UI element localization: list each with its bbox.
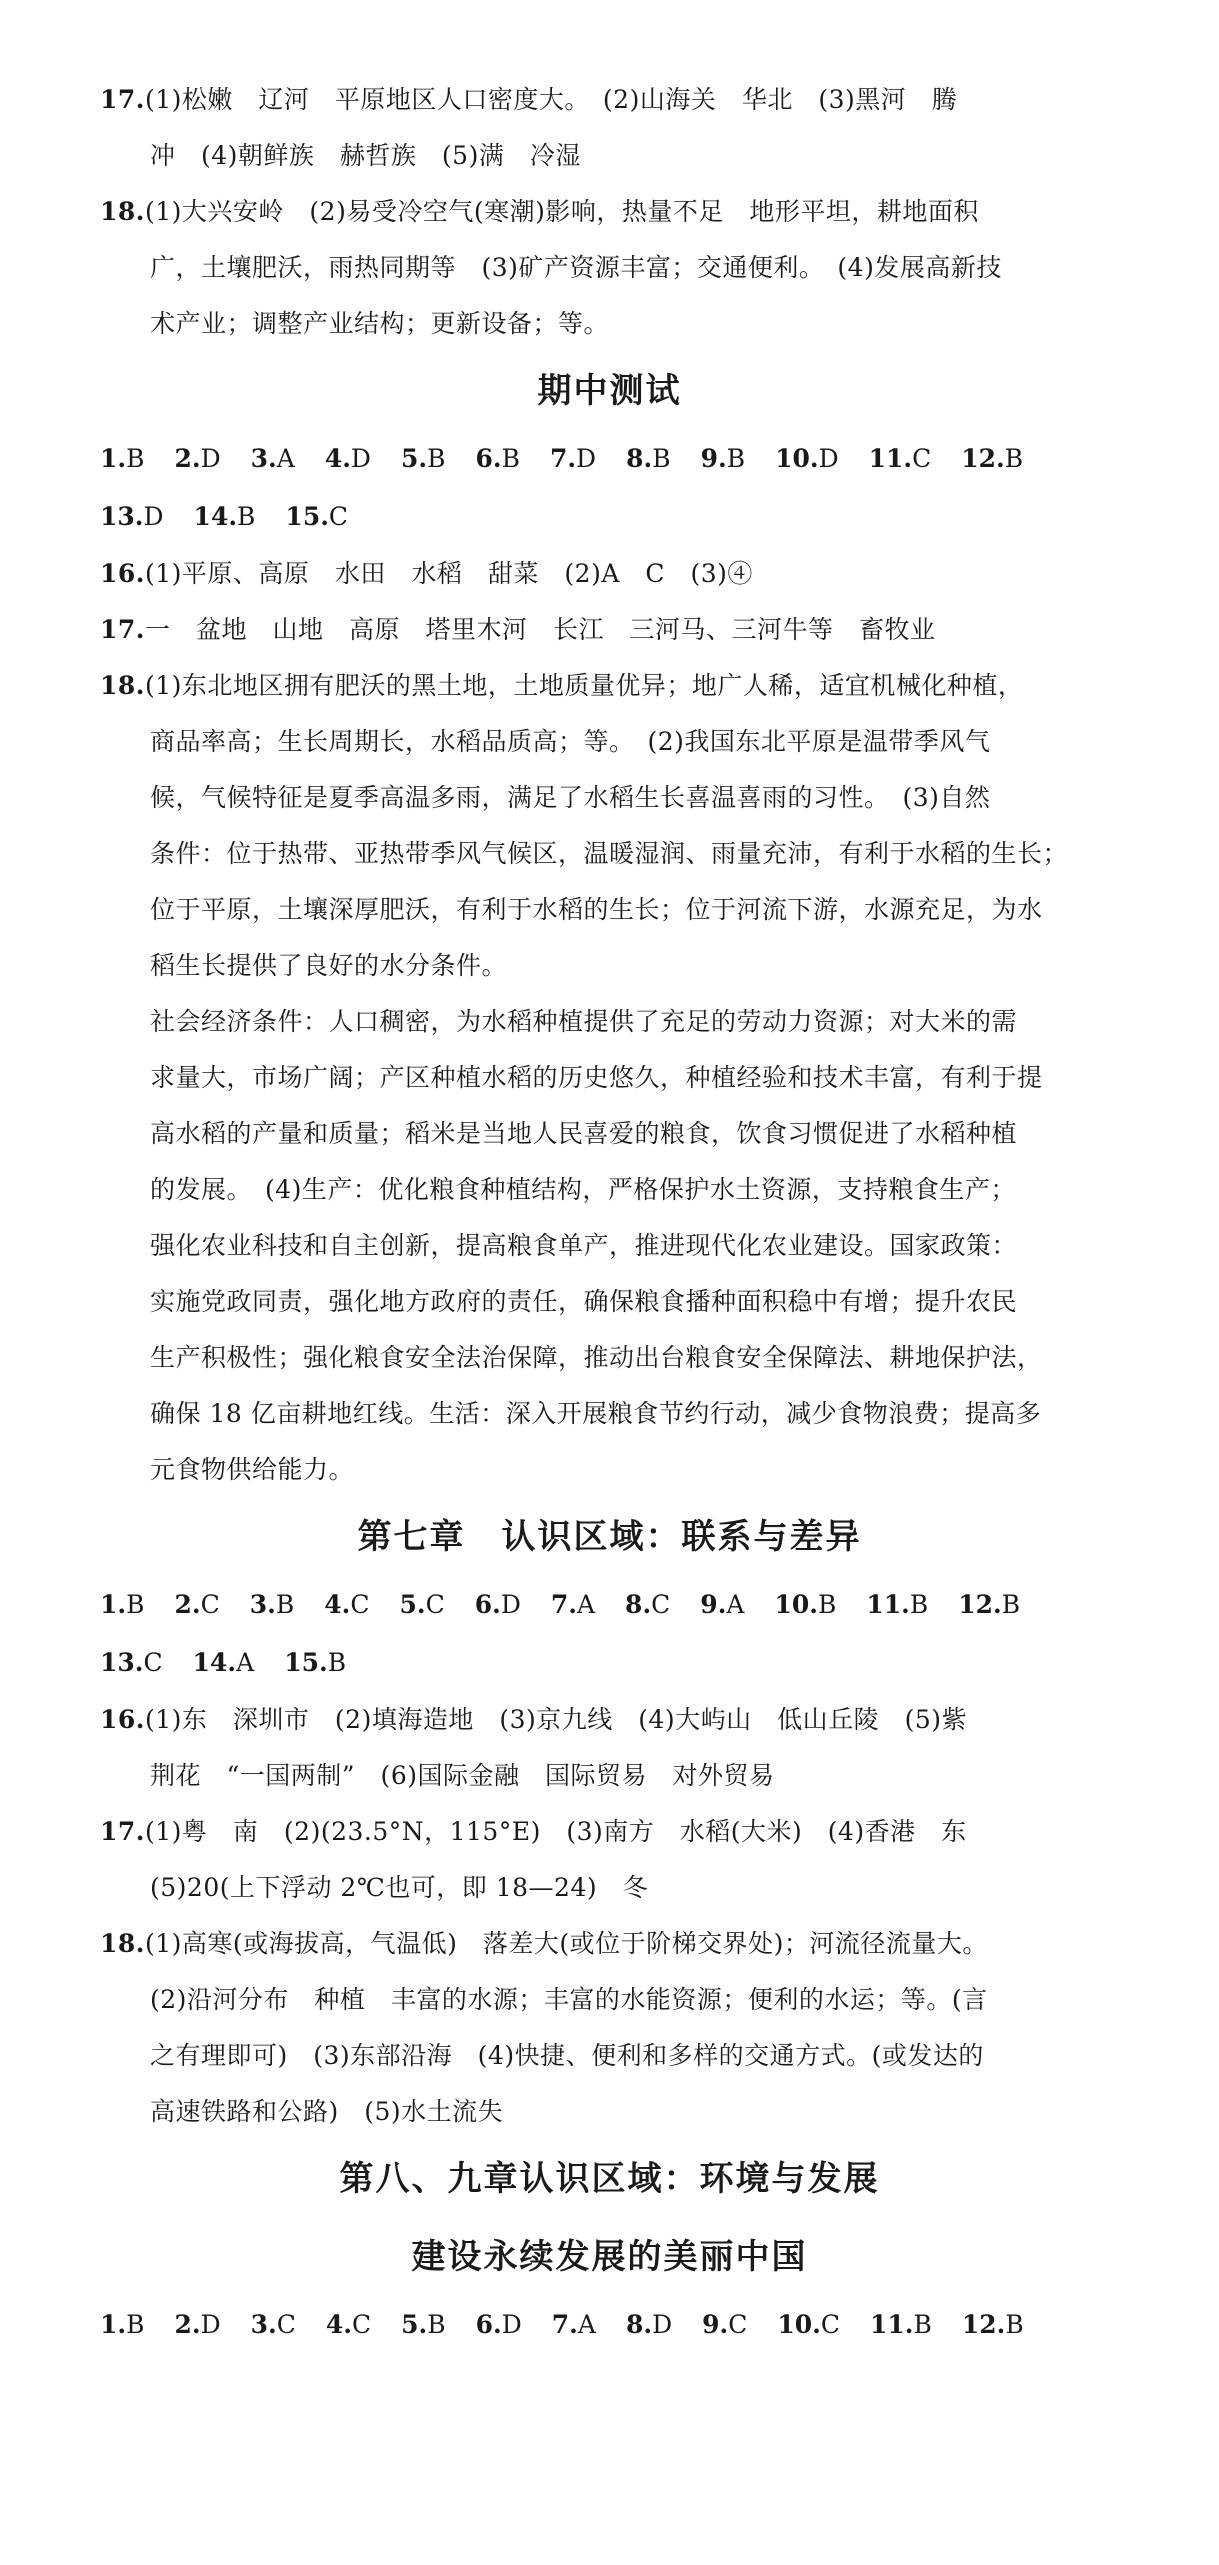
q18-top-line-2: 广，土壤肥沃，雨热同期等 (3)矿产资源丰富；交通便利。 (4)发展高新技 [150,253,1002,282]
mc-answer-letter: B [427,444,446,473]
mc-answer-letter: B [237,502,256,531]
chapter89-mc-row-1 [100,2296,1119,2354]
mc-answer-item [284,1648,346,1677]
mc-answer-letter: A [576,1590,596,1619]
mc-answer-item [958,1590,1020,1619]
mc-answer-letter: B [1004,444,1024,473]
mc-answer-letter: C [912,444,932,473]
mc-answer-letter: C [728,2310,748,2339]
mc-question-number: 13. [100,1648,144,1677]
mc-answer-item [100,1648,163,1677]
midterm-q18-line-1 [100,658,1119,714]
mc-question-number: 13. [100,502,144,531]
midterm-q18-line-7: 社会经济条件：人口稠密，为水稻种植提供了充足的劳动力资源；对大米的需 [150,1007,1018,1036]
mc-answer-letter: B [909,1590,929,1619]
mc-answer-item [194,502,256,531]
mc-answer-letter: D [576,444,597,473]
mc-question-number: 3. [250,2310,277,2339]
mc-answer-letter: D [350,444,371,473]
mc-answer-item [174,2310,220,2339]
mc-answer-letter: C [651,1590,671,1619]
midterm-q18-line-3: 候，气候特征是夏季高温多雨，满足了水稻生长喜温喜雨的习性。 (3)自然 [150,783,991,812]
mc-question-number: 15. [285,502,329,531]
mc-question-number: 9. [700,1590,727,1619]
mc-answer-item [475,444,519,473]
mc-answer-letter: C [425,1590,445,1619]
mc-answer-item [552,2310,596,2339]
chapter7-q16-line-1 [100,1692,1119,1748]
midterm-q16-number: 16. [100,559,145,588]
mc-answer-letter: B [126,444,145,473]
mc-answer-letter: B [501,444,520,473]
mc-question-number: 4. [324,444,351,473]
mc-question-number: 2. [174,2310,201,2339]
mc-question-number: 6. [475,444,502,473]
mc-answer-item [100,502,164,531]
chapter7-q16-line-2: 荆花 “一国两制” (6)国际金融 国际贸易 对外贸易 [150,1761,775,1790]
mc-answer-item [870,2310,932,2339]
mc-question-number: 7. [551,2310,578,2339]
q18-top-line-1 [100,184,1119,240]
midterm-q16 [100,546,1119,602]
mc-answer-letter: D [200,444,221,473]
mc-answer-item [551,1590,595,1619]
q18-top-text: (1)大兴安岭 (2)易受冷空气(寒潮)影响，热量不足 地形平坦，耕地面积 [145,197,979,226]
mc-answer-letter: C [276,2310,296,2339]
mc-question-number: 4. [324,1590,351,1619]
mc-answer-letter: B [327,1648,347,1677]
chapter7-q18-number: 18. [100,1929,145,1958]
mc-answer-item [702,2310,747,2339]
mc-question-number: 3. [249,1590,276,1619]
q18-top-line-3: 术产业；调整产业结构；更新设备；等。 [150,309,610,338]
midterm-q18-line-9: 高水稻的产量和质量；稻米是当地人民喜爱的粮食，饮食习惯促进了水稻种植 [150,1119,1018,1148]
mc-answer-letter: C [350,1590,370,1619]
mc-answer-item [775,444,839,473]
midterm-q18-line-11: 强化农业科技和自主创新，提高粮食单产，推进现代化农业建设。国家政策： [150,1231,1018,1260]
mc-answer-item [193,1648,255,1677]
mc-answer-letter: B [913,2310,932,2339]
mc-question-number: 3. [250,444,277,473]
mc-question-number: 2. [174,1590,201,1619]
mc-question-number: 11. [868,444,913,473]
mc-question-number: 5. [401,2310,428,2339]
mc-answer-item [326,2310,371,2339]
midterm-q17-text: 一 盆地 山地 高原 塔里木河 长江 三河马、三河牛等 畜牧业 [145,615,936,644]
mc-answer-item [866,1590,928,1619]
midterm-q18-line-14: 确保 18 亿亩耕地红线。生活：深入开展粮食节约行动，减少食物浪费；提高多 [150,1399,1042,1428]
mc-answer-letter: C [820,2310,840,2339]
mc-answer-letter: B [1001,1590,1021,1619]
mc-answer-letter: B [275,1590,295,1619]
mc-question-number: 15. [284,1648,328,1677]
midterm-q18-line-10: 的发展。 (4)生产：优化粮食种植结构，严格保护水土资源，支持粮食生产； [150,1175,1016,1204]
mc-answer-letter: C [143,1648,163,1677]
mc-question-number: 5. [400,444,428,473]
midterm-q18-text: (1)东北地区拥有肥沃的黑土地，土地质量优异；地广人稀，适宜机械化种植， [145,671,1024,700]
mc-question-number: 1. [100,1590,127,1619]
mc-answer-letter: A [577,2310,596,2339]
mc-question-number: 10. [775,444,819,473]
mc-answer-item [251,444,295,473]
midterm-title: 期中测试 [537,371,682,411]
mc-answer-item [285,502,348,531]
midterm-q18-line-13: 生产积极性；强化粮食安全法治保障，推动出台粮食安全保障法、耕地保护法， [150,1343,1043,1372]
mc-answer-item [250,1590,294,1619]
mc-question-number: 12. [961,444,1005,473]
mc-question-number: 5. [399,1590,426,1619]
mc-answer-letter: D [200,2310,221,2339]
q18-top-number: 18. [100,197,145,226]
mc-answer-item [626,444,670,473]
mc-answer-letter: D [500,1590,521,1619]
mc-question-number: 6. [474,1590,501,1619]
mc-answer-letter: C [328,502,349,531]
chapter7-q17-line-1 [100,1804,1119,1860]
midterm-mc-row-1 [100,430,1119,488]
chapter7-q17-number: 17. [100,1817,145,1846]
mc-question-number: 12. [961,2310,1006,2339]
mc-question-number: 14. [193,502,238,531]
mc-question-number: 11. [866,1590,910,1619]
mc-answer-item [869,444,932,473]
mc-question-number: 8. [626,444,653,473]
chapter7-q18-text: (1)高寒(或海拔高，气温低) 落差大(或位于阶梯交界处)；河流径流量大。 [145,1929,988,1958]
mc-question-number: 1. [100,2310,127,2339]
mc-answer-letter: D [818,444,839,473]
mc-answer-item [550,444,596,473]
midterm-q18-line-6: 稻生长提供了良好的水分条件。 [150,951,508,980]
mc-question-number: 4. [325,2310,352,2339]
mc-answer-item [399,1590,444,1619]
mc-answer-item [475,1590,521,1619]
mc-answer-letter: A [276,444,295,473]
mc-question-number: 2. [174,444,201,473]
mc-answer-letter: C [200,1590,220,1619]
mc-question-number: 14. [192,1648,237,1677]
chapter89-title-2: 建设永续发展的美丽中国 [411,2237,808,2277]
mc-answer-letter: B [427,2310,446,2339]
mc-answer-item [100,2310,144,2339]
chapter89-title-1: 第八、九章认识区域：环境与发展 [339,2159,880,2199]
mc-question-number: 1. [100,444,127,473]
mc-answer-letter: B [726,444,746,473]
mc-answer-letter: D [652,2310,673,2339]
mc-question-number: 6. [475,2310,502,2339]
mc-answer-letter: D [143,502,164,531]
mc-question-number: 10. [774,1590,818,1619]
mc-question-number: 9. [700,444,727,473]
mc-answer-item [325,444,371,473]
chapter7-mc-row-1 [100,1576,1119,1634]
mc-answer-item [401,2310,445,2339]
chapter7-q17-text: (1)粤 南 (2)(23.5°N，115°E) (3)南方 水稻(大米) (4)香港 东 [145,1817,967,1846]
chapter7-title: 第七章 认识区域：联系与差异 [357,1517,862,1557]
mc-answer-item [401,444,445,473]
chapter7-q18-line-3: 之有理即可) (3)东部沿海 (4)快捷、便利和多样的交通方式。(或发达的 [150,2041,984,2070]
midterm-q18-line-5: 位于平原，土壤深厚肥沃，有利于水稻的生长；位于河流下游，水源充足，为水 [150,895,1043,924]
mc-answer-item [700,1590,744,1619]
chapter7-q16-text: (1)东 深圳市 (2)填海造地 (3)京九线 (4)大屿山 低山丘陵 (5)紫 [145,1705,968,1734]
mc-question-number: 7. [549,444,577,473]
mc-answer-letter: B [1005,2310,1024,2339]
mc-question-number: 11. [870,2310,914,2339]
mc-question-number: 9. [702,2310,729,2339]
chapter7-q18-line-1 [100,1916,1119,1972]
midterm-mc-row-2 [100,488,1119,546]
mc-answer-item [174,1590,219,1619]
midterm-q18-line-12: 实施党政同责，强化地方政府的责任，确保粮食播种面积稳中有增；提升农民 [150,1287,1018,1316]
mc-answer-item [100,444,144,473]
q17-top-line-2: 冲 (4)朝鲜族 赫哲族 (5)满 冷湿 [150,141,581,170]
chapter7-q17-line-2: (5)20(上下浮动 2℃也可，即 18—24) 冬 [150,1873,649,1902]
q17-top-text: (1)松嫩 辽河 平原地区人口密度大。 (2)山海关 华北 (3)黑河 腾 [145,85,958,114]
mc-question-number: 10. [777,2310,821,2339]
mc-answer-letter: B [126,2310,145,2339]
chapter7-q18-line-2: (2)沿河分布 种植 丰富的水源；丰富的水能资源；便利的水运；等。(言 [150,1985,988,2014]
mc-answer-item [961,444,1023,473]
midterm-q18-line-8: 求量大，市场广阔；产区种植水稻的历史悠久，种植经验和技术丰富，有利于提 [150,1063,1043,1092]
mc-answer-item [324,1590,369,1619]
mc-answer-letter: B [817,1590,837,1619]
mc-answer-letter: C [352,2310,372,2339]
mc-answer-letter: B [126,1590,145,1619]
mc-answer-item [962,2310,1024,2339]
midterm-q18-number: 18. [100,671,145,700]
midterm-q17 [100,602,1119,658]
q17-top-line-1 [100,72,1119,128]
mc-answer-item [701,444,745,473]
mc-question-number: 8. [625,1590,652,1619]
mc-answer-letter: A [236,1648,255,1677]
chapter7-mc-row-2 [100,1634,1119,1692]
mc-question-number: 12. [958,1590,1002,1619]
mc-answer-letter: B [652,444,671,473]
mc-answer-item [625,1590,670,1619]
midterm-q18-line-4: 条件：位于热带、亚热带季风气候区，温暖湿润、雨量充沛，有利于水稻的生长； [150,839,1069,868]
mc-answer-item [777,2310,840,2339]
chapter7-q18-line-4: 高速铁路和公路) (5)水土流失 [150,2097,504,2126]
midterm-q18-line-2: 商品率高；生长周期长，水稻品质高；等。 (2)我国东北平原是温带季风气 [150,727,991,756]
mc-question-number: 7. [550,1590,577,1619]
midterm-q18-line-15: 元食物供给能力。 [150,1455,355,1484]
mc-answer-item [251,2310,296,2339]
mc-question-number: 8. [625,2310,653,2339]
mc-answer-item [100,1590,144,1619]
midterm-q16-text: (1)平原、高原 水田 水稻 甜菜 (2)A C (3)④ [145,559,753,588]
mc-answer-item [476,2310,522,2339]
mc-answer-item [174,444,220,473]
mc-answer-letter: D [501,2310,522,2339]
chapter7-q16-number: 16. [100,1705,145,1734]
q17-top-number: 17. [100,85,145,114]
midterm-q17-number: 17. [100,615,145,644]
mc-answer-item [774,1590,836,1619]
mc-answer-letter: A [726,1590,745,1619]
mc-answer-item [626,2310,672,2339]
